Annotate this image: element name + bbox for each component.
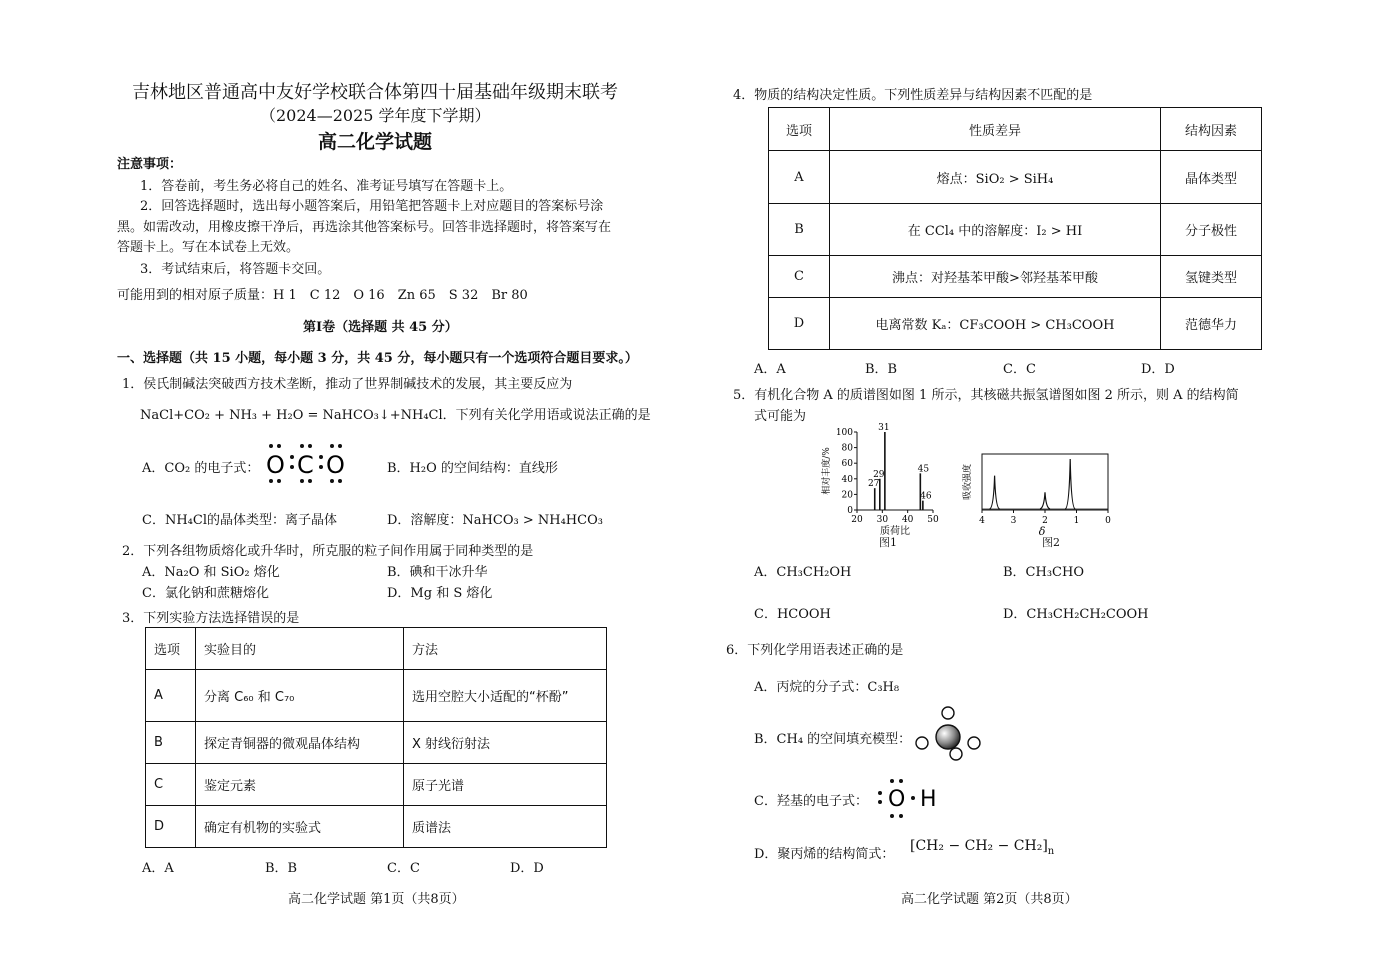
q4-table — [768, 107, 1262, 350]
table-cell: 选用空腔大小适配的“杯酚” — [404, 670, 607, 722]
nmr-peak — [1065, 459, 1075, 509]
q5-stem: 5．有机化合物 A 的质谱图如图 1 所示，其核磁共振氢谱图如图 2 所示，则 A 的结构简 — [733, 388, 1239, 403]
peak-label: 45 — [917, 464, 930, 475]
table-cell: A — [769, 151, 830, 204]
q1-option-c: C．NH₄Cl的晶体类型：离子晶体 — [142, 513, 337, 528]
q2-option-d: D．Mg 和 S 熔化 — [387, 586, 493, 601]
peak-label: 27 — [868, 479, 880, 490]
exam-title: 吉林地区普通高中友好学校联合体第四十届基础年级期末联考 — [132, 82, 618, 103]
table-cell: 在 CCl₄ 中的溶解度：I₂ > HI — [830, 204, 1161, 256]
q2-option-a: A．Na₂O 和 SiO₂ 熔化 — [142, 565, 280, 580]
part1-heading: 第Ⅰ卷（选择题 共 45 分） — [303, 320, 458, 335]
nmr-peak — [990, 476, 1000, 509]
q2-option-b: B．碘和干冰升华 — [387, 565, 488, 580]
notice-2a: 2．回答选择题时，选出每小题答案后，用铅笔把答题卡上对应题目的答案标号涂 — [140, 199, 604, 214]
atom-o-right: O — [326, 451, 345, 479]
section-heading: 一、选择题（共 15 小题，每小题 3 分，共 45 分，每小题只有一个选项符合题目要求。） — [117, 351, 638, 366]
atomic-mass-line: 可能用到的相对原子质量：H 1 C 12 O 16 Zn 65 S 32 Br 80 — [117, 288, 528, 303]
table-cell: D — [769, 298, 830, 350]
q4-answer-b: B．B — [865, 362, 898, 377]
q6-stem: 6．下列化学用语表述正确的是 — [726, 643, 904, 658]
table-row — [146, 670, 607, 722]
ch4-space-filling-model — [912, 705, 984, 761]
q5-option-d: D．CH₃CH₂CH₂COOH — [1003, 607, 1149, 622]
table-row — [146, 764, 607, 806]
x-axis-label: 质荷比 — [880, 526, 910, 537]
polypropylene-formula-text: [CH₂ − CH₂ − CH₂] — [910, 838, 1048, 854]
q3-stem: 3．下列实验方法选择错误的是 — [122, 611, 300, 626]
x-tick-label: 40 — [901, 515, 914, 525]
table-cell: 确定有机物的实验式 — [196, 806, 404, 848]
notice-1: 1．答卷前，考生务必将自己的姓名、准考证号填写在答题卡上。 — [140, 179, 513, 194]
table-cell: 质谱法 — [404, 806, 607, 848]
q6-option-c: C．羟基的电子式： — [754, 794, 868, 809]
q4-answer-c: C．C — [1003, 362, 1036, 377]
table-cell: C — [146, 764, 196, 806]
polypropylene-formula — [910, 838, 1054, 857]
co2-lewis-diagram — [264, 441, 350, 485]
notice-2c: 答题卡上。写在本试卷上无效。 — [117, 240, 300, 255]
q1-equation-line — [140, 404, 651, 423]
atom-o-left: O — [266, 451, 285, 479]
table-cell: 原子光谱 — [404, 764, 607, 806]
x-axis-label: δ — [1038, 525, 1046, 538]
q4-header-cell: 性质差异 — [830, 108, 1161, 151]
table-cell: 分子极性 — [1161, 204, 1262, 256]
q1-equation: NaCl+CO₂ + NH₃ + H₂O = NaHCO₃↓+NH₄Cl — [140, 408, 443, 423]
x-tick-label: 4 — [979, 516, 985, 526]
table-row — [146, 722, 607, 764]
x-tick-label: 2 — [1042, 516, 1048, 526]
mass-spectrum-chart — [815, 420, 945, 550]
y-tick-label: 0 — [847, 506, 853, 516]
q3-table — [145, 627, 607, 848]
q1-stem: 1．侯氏制碱法突破西方技术垄断，推动了世界制碱技术的发展，其主要反应为 — [122, 377, 573, 392]
q6-option-b: B．CH₄ 的空间填充模型： — [754, 732, 912, 747]
carbon-atom — [936, 725, 960, 749]
q1-option-a-text: CO₂ 的电子式： — [164, 461, 260, 476]
x-tick-label: 50 — [927, 515, 939, 525]
q3-header-cell: 选项 — [146, 628, 196, 670]
table-cell: B — [769, 204, 830, 256]
polymer-subscript: n — [1047, 845, 1055, 857]
q6-option-d: D．聚丙烯的结构简式： — [754, 847, 895, 862]
table-cell: B — [146, 722, 196, 764]
table-row — [769, 204, 1262, 256]
atom-o: O — [888, 787, 906, 812]
table-cell: 鉴定元素 — [196, 764, 404, 806]
atom-c: C — [297, 451, 314, 479]
q4-table-header — [769, 108, 1262, 151]
y-axis-label: 相对丰度/% — [822, 447, 832, 495]
table-cell: 探定青铜器的微观晶体结构 — [196, 722, 404, 764]
page2-footer: 高二化学试题 第2页（共8页） — [901, 892, 1078, 907]
x-tick-label: 0 — [1105, 516, 1111, 526]
x-tick-label: 1 — [1073, 516, 1080, 526]
q3-table-header — [146, 628, 607, 670]
nmr-peak — [1040, 492, 1050, 509]
table-row — [769, 256, 1262, 298]
q3-answer-c: C．C — [387, 861, 420, 876]
table-cell: 分离 C₆₀ 和 C₇₀ — [196, 670, 404, 722]
q3-answer-a: A．A — [142, 861, 174, 876]
x-tick-label: 30 — [876, 515, 889, 525]
plot-frame — [982, 454, 1108, 510]
q1-option-b: B．H₂O 的空间结构：直线形 — [387, 461, 558, 476]
notice-2b: 黑。如需改动，用橡皮擦干净后，再选涂其他答案标号。回答非选择题时，将答案写在 — [117, 220, 612, 235]
atom-h: H — [920, 787, 937, 812]
q1-option-a — [142, 457, 259, 476]
peak-label: 31 — [878, 423, 890, 433]
q1-option-a-label: A． — [142, 461, 165, 476]
table-cell: 晶体类型 — [1161, 151, 1262, 204]
q4-header-cell: 选项 — [769, 108, 830, 151]
table-cell: 电离常数 Kₐ：CF₃COOH > CH₃COOH — [830, 298, 1161, 350]
peak-label: 46 — [920, 491, 932, 502]
q4-answer-d: D．D — [1141, 362, 1175, 377]
hydroxyl-electron-formula — [876, 776, 942, 820]
y-tick-label: 100 — [835, 428, 853, 438]
y-tick-label: 40 — [841, 474, 853, 485]
table-cell: D — [146, 806, 196, 848]
hydroxyl-lewis-diagram — [876, 776, 942, 820]
q1-option-d: D．溶解度：NaHCO₃ > NH₄HCO₃ — [387, 513, 603, 528]
table-row — [146, 806, 607, 848]
q1-stem-rest: ．下列有关化学用语或说法正确的是 — [442, 408, 651, 423]
q5-option-a: A．CH₃CH₂OH — [754, 565, 852, 580]
q6-option-a: A．丙烷的分子式：C₃H₈ — [754, 680, 900, 695]
table-row — [769, 298, 1262, 350]
y-tick-label: 80 — [841, 443, 853, 454]
x-tick-label: 20 — [851, 515, 863, 525]
table-cell: 沸点：对羟基苯甲酸>邻羟基苯甲酸 — [830, 256, 1161, 298]
q2-option-c: C．氯化钠和蔗糖熔化 — [142, 586, 269, 601]
q3-answer-d: D．D — [510, 861, 544, 876]
fig1-caption: 图1 — [879, 536, 897, 549]
table-cell: A — [146, 670, 196, 722]
exam-term: （2024—2025 学年度下学期） — [260, 106, 491, 125]
q3-answer-b: B．B — [265, 861, 298, 876]
exam-subject: 高二化学试题 — [318, 131, 433, 153]
y-axis-label: 吸收强度 — [963, 463, 973, 501]
peak-label: 29 — [873, 469, 885, 480]
q5-stem-2: 式可能为 — [754, 409, 807, 424]
q3-header-cell: 方法 — [404, 628, 607, 670]
y-tick-label: 60 — [841, 459, 853, 470]
table-row — [769, 151, 1262, 204]
table-cell: 熔点：SiO₂ > SiH₄ — [830, 151, 1161, 204]
nmr-spectrum-chart — [960, 448, 1120, 550]
co2-electron-formula — [264, 441, 350, 485]
q5-option-b: B．CH₃CHO — [1003, 565, 1084, 580]
q4-stem: 4．物质的结构决定性质。下列性质差异与结构因素不匹配的是 — [733, 88, 1093, 103]
q4-header-cell: 结构因素 — [1161, 108, 1262, 151]
q3-header-cell: 实验目的 — [196, 628, 404, 670]
table-cell: 范德华力 — [1161, 298, 1262, 350]
table-cell: C — [769, 256, 830, 298]
q4-answer-a: A．A — [754, 362, 786, 377]
fig2-caption: 图2 — [1042, 536, 1060, 549]
x-tick-label: 3 — [1010, 516, 1017, 526]
notice-3: 3．考试结束后，将答题卡交回。 — [140, 262, 331, 277]
q5-option-c: C．HCOOH — [754, 607, 831, 622]
table-cell: X 射线衍射法 — [404, 722, 607, 764]
notice-heading: 注意事项： — [117, 157, 183, 172]
page1-footer: 高二化学试题 第1页（共8页） — [288, 892, 465, 907]
y-tick-label: 20 — [841, 490, 853, 501]
table-cell: 氢键类型 — [1161, 256, 1262, 298]
q2-stem: 2．下列各组物质熔化或升华时，所克服的粒子间作用属于同种类型的是 — [122, 544, 534, 559]
